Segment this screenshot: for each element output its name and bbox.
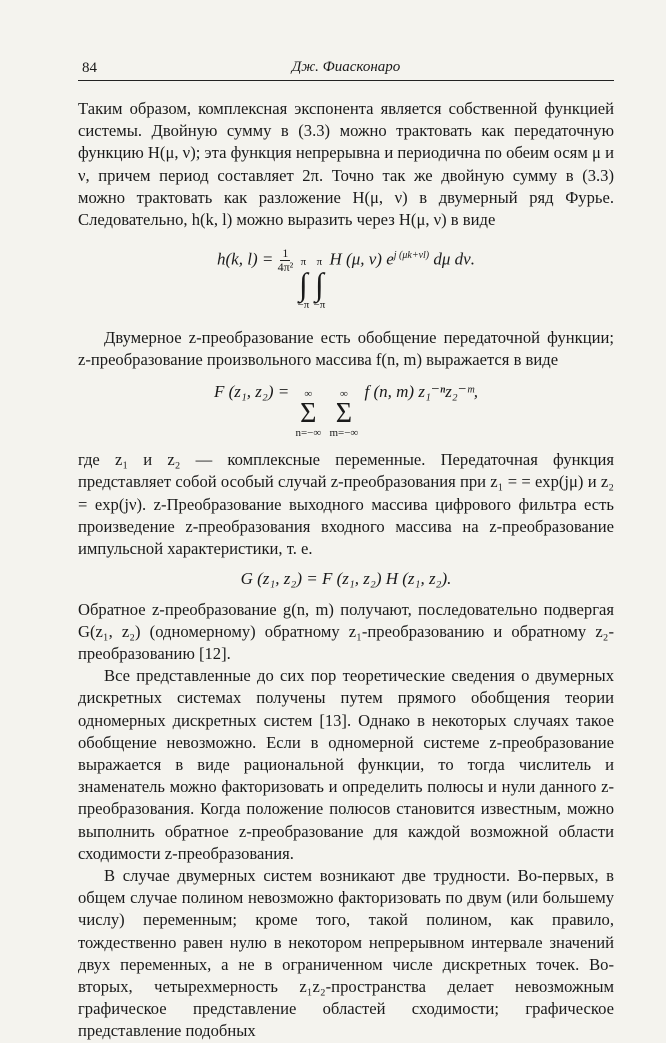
formula-1-fraction bbox=[278, 247, 294, 274]
integral-sign-2: π ∫ −π bbox=[313, 255, 326, 311]
formula-z-transform bbox=[78, 381, 614, 439]
integral-2-upper: π bbox=[316, 255, 323, 268]
integral-1-lower: −π bbox=[297, 298, 310, 311]
paragraph-6: В случае двумерных систем возникают две трудности. Во-первых, в общем случае полином невозможно факторизовать по двум (или большему числу) переменным; кроме того, такой полином, как правило, тождественно равен нулю в некотором непрерывном интервале значений двух переменных, а не в ограниченном числе дискретных точек. Во-вторых, четырехмерность z₁z₂-пространства делает невозможным графическое представление областей сходимости; графическое представление подобных bbox=[78, 865, 614, 1041]
paragraph-3: где z₁ и z₂ — комплексные переменные. Передаточная функция представляет собой особый случай z-преобразования при z₁ = = exp(jμ) и z₂ = exp(jν). z-Преобразование выходного массива цифрового фильтра есть произведение z-преобразования входного массива на z-преобразование импульсной характеристики, т. е. bbox=[78, 450, 614, 559]
sum-n-lower: n=−∞ bbox=[295, 427, 322, 440]
formula-1-denominator: 4π² bbox=[277, 260, 294, 275]
formula-1-tail: dμ dν. bbox=[433, 249, 475, 269]
integral-1-upper: π bbox=[300, 255, 307, 268]
paragraph-4: Обратное z-преобразование g(n, m) получают, последовательно подвергая G(z₁, z₂) (одномерному) обратному z₁-преобразованию и обратному z₂-преобразованию [12]. bbox=[78, 599, 614, 663]
sum-m-lower: m=−∞ bbox=[329, 427, 359, 440]
running-head: Дж. Фиасконаро bbox=[291, 59, 401, 75]
formula-2-body: f (n, m) z₁⁻ⁿz₂⁻ᵐ, bbox=[364, 382, 479, 402]
formula-2-lhs: F (z₁, z₂) = bbox=[213, 382, 290, 402]
paragraph-5: Все представленные до сих пор теоретические сведения о двумерных дискретных системах получены путем прямого обобщения теории одномерных дискретных систем [13]. Однако в некоторых случаях такое обобщение невозможно. Если в одномерной системе z-преобразование выражается в виде рациональной функции, то тогда числитель и знаменатель можно факторизовать и определить полюсы и нули данного z-преобразования. Когда положение полюсов становится известным, можно выполнить обратное z-преобразование для каждой возможной области сходимости z-преобразования. bbox=[78, 666, 614, 863]
formula-1-numerator: 1 bbox=[282, 246, 289, 261]
page-header bbox=[78, 58, 614, 81]
sum-sign-m: ∞ Σ m=−∞ bbox=[329, 388, 359, 440]
formula-1-lhs: h(k, l) = bbox=[217, 249, 274, 269]
formula-1-integrand: H (μ, ν) e bbox=[329, 249, 394, 269]
formula-inverse-fourier bbox=[78, 245, 614, 311]
sum-m-upper: ∞ bbox=[339, 388, 348, 401]
paragraph-2: Двумерное z-преобразование есть обобщение передаточной функции; z-преобразование произвольного массива f(n, m) выражается в виде bbox=[78, 327, 614, 370]
integral-2-lower: −π bbox=[313, 298, 326, 311]
formula-product: G (z₁, z₂) = F (z₁, z₂) H (z₁, z₂). bbox=[240, 569, 452, 589]
paragraph-1: Таким образом, комплексная экспонента является собственной функцией системы. Двойную сумму в (3.3) можно трактовать как передаточную функцию H(μ, ν); эта функция непрерывна и периодична по обеим осям μ и ν, причем период составляет 2π. Точно так же двойную сумму в (3.3) можно трактовать как разложение H(μ, ν) в двумерный ряд Фурье. Следовательно, h(k, l) можно выразить через H(μ, ν) в виде bbox=[78, 99, 614, 230]
integral-sign-1: π ∫ −π bbox=[297, 255, 310, 311]
sum-sign-n: ∞ Σ n=−∞ bbox=[295, 388, 322, 440]
formula-1-exponent: j (μk+νl) bbox=[393, 250, 430, 262]
page-body bbox=[78, 98, 614, 1043]
sum-n-upper: ∞ bbox=[304, 388, 313, 401]
page-number: 84 bbox=[82, 60, 97, 76]
